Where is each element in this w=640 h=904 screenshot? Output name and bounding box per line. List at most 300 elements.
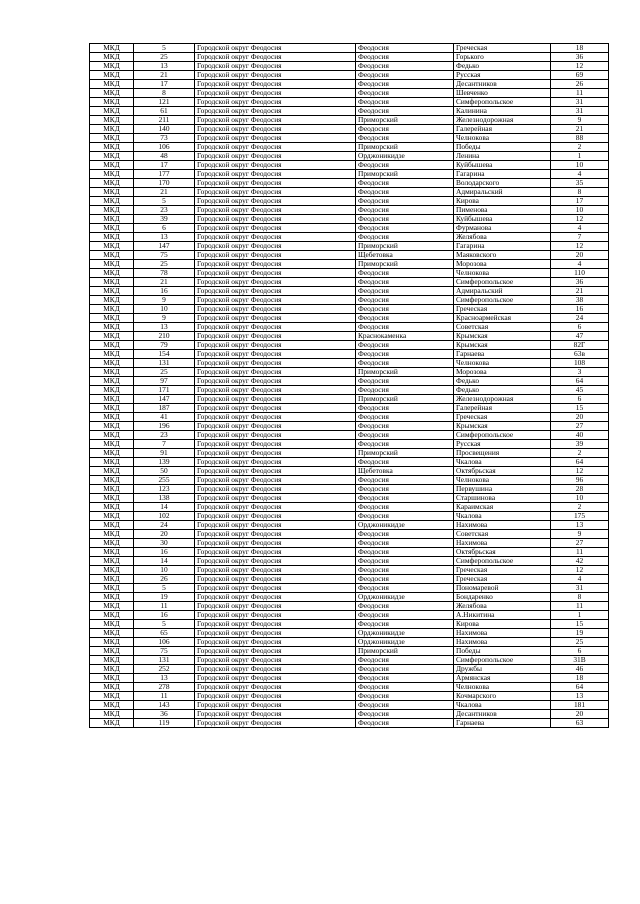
street-cell: Адмиральский: [454, 287, 551, 296]
type-cell: МКД: [90, 548, 134, 557]
locality-cell: Феодосия: [356, 296, 454, 305]
district-cell: Городской округ Феодосия: [195, 494, 356, 503]
street-cell: Кочмарского: [454, 692, 551, 701]
street-cell: Железнодорожная: [454, 395, 551, 404]
locality-cell: Феодосия: [356, 89, 454, 98]
locality-cell: Орджоникидзе: [356, 152, 454, 161]
table-row: [90, 557, 609, 566]
locality-cell: Феодосия: [356, 80, 454, 89]
type-cell: МКД: [90, 683, 134, 692]
count-cell: 25: [134, 53, 195, 62]
table-row: [90, 647, 609, 656]
table-row: [90, 341, 609, 350]
house-number-cell: 11: [551, 548, 609, 557]
count-cell: 97: [134, 377, 195, 386]
table-row: [90, 620, 609, 629]
type-cell: МКД: [90, 530, 134, 539]
house-number-cell: 31: [551, 584, 609, 593]
locality-cell: Феодосия: [356, 179, 454, 188]
district-cell: Городской округ Феодосия: [195, 602, 356, 611]
table-row: [90, 449, 609, 458]
house-number-cell: 20: [551, 251, 609, 260]
house-number-cell: 4: [551, 170, 609, 179]
street-cell: Греческая: [454, 44, 551, 53]
locality-cell: Феодосия: [356, 431, 454, 440]
count-cell: 119: [134, 719, 195, 728]
type-cell: МКД: [90, 404, 134, 413]
type-cell: МКД: [90, 323, 134, 332]
street-cell: Октябрьская: [454, 467, 551, 476]
street-cell: Дружбы: [454, 665, 551, 674]
type-cell: МКД: [90, 179, 134, 188]
type-cell: МКД: [90, 611, 134, 620]
count-cell: 78: [134, 269, 195, 278]
street-cell: Симферопольское: [454, 278, 551, 287]
count-cell: 23: [134, 431, 195, 440]
district-cell: Городской округ Феодосия: [195, 719, 356, 728]
district-cell: Городской округ Феодосия: [195, 539, 356, 548]
type-cell: МКД: [90, 188, 134, 197]
district-cell: Городской округ Феодосия: [195, 188, 356, 197]
locality-cell: Феодосия: [356, 287, 454, 296]
table-row: [90, 719, 609, 728]
table-row: [90, 44, 609, 53]
count-cell: 13: [134, 323, 195, 332]
district-cell: Городской округ Феодосия: [195, 386, 356, 395]
district-cell: Городской округ Феодосия: [195, 665, 356, 674]
district-cell: Городской округ Феодосия: [195, 278, 356, 287]
table-row: [90, 98, 609, 107]
district-cell: Городской округ Феодосия: [195, 413, 356, 422]
count-cell: 196: [134, 422, 195, 431]
type-cell: МКД: [90, 242, 134, 251]
house-number-cell: 28: [551, 485, 609, 494]
house-number-cell: 13: [551, 521, 609, 530]
type-cell: МКД: [90, 440, 134, 449]
locality-cell: Феодосия: [356, 134, 454, 143]
house-number-cell: 40: [551, 431, 609, 440]
house-number-cell: 64: [551, 458, 609, 467]
type-cell: МКД: [90, 692, 134, 701]
type-cell: МКД: [90, 215, 134, 224]
table-row: [90, 107, 609, 116]
count-cell: 121: [134, 98, 195, 107]
district-cell: Городской округ Феодосия: [195, 269, 356, 278]
district-cell: Городской округ Феодосия: [195, 530, 356, 539]
district-cell: Городской округ Феодосия: [195, 674, 356, 683]
table-row: [90, 512, 609, 521]
locality-cell: Приморский: [356, 260, 454, 269]
type-cell: МКД: [90, 674, 134, 683]
table-row: [90, 80, 609, 89]
locality-cell: Приморский: [356, 647, 454, 656]
type-cell: МКД: [90, 89, 134, 98]
locality-cell: Орджоникидзе: [356, 521, 454, 530]
count-cell: 143: [134, 701, 195, 710]
count-cell: 39: [134, 215, 195, 224]
type-cell: МКД: [90, 341, 134, 350]
district-cell: Городской округ Феодосия: [195, 314, 356, 323]
locality-cell: Феодосия: [356, 458, 454, 467]
district-cell: Городской округ Феодосия: [195, 593, 356, 602]
type-cell: МКД: [90, 71, 134, 80]
street-cell: Греческая: [454, 413, 551, 422]
street-cell: Федько: [454, 377, 551, 386]
district-cell: Городской округ Феодосия: [195, 512, 356, 521]
locality-cell: Краснокаменка: [356, 332, 454, 341]
table-row: [90, 692, 609, 701]
type-cell: МКД: [90, 647, 134, 656]
type-cell: МКД: [90, 98, 134, 107]
house-number-cell: 9: [551, 116, 609, 125]
table-row: [90, 566, 609, 575]
count-cell: 25: [134, 368, 195, 377]
locality-cell: Приморский: [356, 143, 454, 152]
locality-cell: Феодосия: [356, 206, 454, 215]
house-number-cell: 63в: [551, 350, 609, 359]
table-row: [90, 224, 609, 233]
district-cell: Городской округ Феодосия: [195, 98, 356, 107]
count-cell: 73: [134, 134, 195, 143]
type-cell: МКД: [90, 512, 134, 521]
district-cell: Городской округ Феодосия: [195, 476, 356, 485]
type-cell: МКД: [90, 62, 134, 71]
type-cell: МКД: [90, 575, 134, 584]
type-cell: МКД: [90, 233, 134, 242]
street-cell: Калинина: [454, 107, 551, 116]
district-cell: Городской округ Феодосия: [195, 116, 356, 125]
street-cell: Победы: [454, 647, 551, 656]
street-cell: Челнокова: [454, 683, 551, 692]
locality-cell: Феодосия: [356, 656, 454, 665]
type-cell: МКД: [90, 719, 134, 728]
house-number-cell: 8: [551, 188, 609, 197]
locality-cell: Приморский: [356, 242, 454, 251]
district-cell: Городской округ Феодосия: [195, 62, 356, 71]
house-number-cell: 46: [551, 665, 609, 674]
table-row: [90, 395, 609, 404]
table-row: [90, 521, 609, 530]
table-row: [90, 665, 609, 674]
locality-cell: Феодосия: [356, 269, 454, 278]
locality-cell: Феодосия: [356, 314, 454, 323]
count-cell: 16: [134, 287, 195, 296]
count-cell: 16: [134, 611, 195, 620]
street-cell: Русская: [454, 440, 551, 449]
count-cell: 278: [134, 683, 195, 692]
house-number-cell: 1: [551, 152, 609, 161]
table-row: [90, 485, 609, 494]
locality-cell: Приморский: [356, 449, 454, 458]
table-row: [90, 683, 609, 692]
type-cell: МКД: [90, 476, 134, 485]
house-number-cell: 6: [551, 323, 609, 332]
house-number-cell: 27: [551, 539, 609, 548]
type-cell: МКД: [90, 566, 134, 575]
street-cell: Шевченко: [454, 89, 551, 98]
street-cell: Крымская: [454, 332, 551, 341]
locality-cell: Феодосия: [356, 512, 454, 521]
house-number-cell: 19: [551, 629, 609, 638]
locality-cell: Феодосия: [356, 584, 454, 593]
locality-cell: Феодосия: [356, 188, 454, 197]
table-row: [90, 134, 609, 143]
street-cell: Челнокова: [454, 269, 551, 278]
count-cell: 48: [134, 152, 195, 161]
table-row: [90, 233, 609, 242]
table-row: [90, 386, 609, 395]
count-cell: 41: [134, 413, 195, 422]
type-cell: МКД: [90, 656, 134, 665]
locality-cell: Феодосия: [356, 62, 454, 71]
locality-cell: Феодосия: [356, 215, 454, 224]
house-number-cell: 36: [551, 53, 609, 62]
house-number-cell: 13: [551, 692, 609, 701]
district-cell: Городской округ Феодосия: [195, 215, 356, 224]
street-cell: Греческая: [454, 566, 551, 575]
type-cell: МКД: [90, 485, 134, 494]
district-cell: Городской округ Феодосия: [195, 458, 356, 467]
house-number-cell: 6: [551, 395, 609, 404]
house-number-cell: 12: [551, 62, 609, 71]
street-cell: Володарского: [454, 179, 551, 188]
count-cell: 13: [134, 674, 195, 683]
type-cell: МКД: [90, 377, 134, 386]
street-cell: Кирова: [454, 620, 551, 629]
house-number-cell: 3: [551, 368, 609, 377]
count-cell: 36: [134, 710, 195, 719]
count-cell: 13: [134, 233, 195, 242]
count-cell: 14: [134, 557, 195, 566]
locality-cell: Феодосия: [356, 620, 454, 629]
locality-cell: Орджоникидзе: [356, 638, 454, 647]
street-cell: Нахимова: [454, 629, 551, 638]
count-cell: 10: [134, 566, 195, 575]
count-cell: 138: [134, 494, 195, 503]
count-cell: 171: [134, 386, 195, 395]
street-cell: Горького: [454, 53, 551, 62]
type-cell: МКД: [90, 494, 134, 503]
street-cell: Пономаревой: [454, 584, 551, 593]
street-cell: Желябова: [454, 602, 551, 611]
table-row: [90, 593, 609, 602]
district-cell: Городской округ Феодосия: [195, 80, 356, 89]
street-cell: Чкалова: [454, 701, 551, 710]
house-number-cell: 11: [551, 602, 609, 611]
locality-cell: Орджоникидзе: [356, 629, 454, 638]
table-row: [90, 413, 609, 422]
district-cell: Городской округ Феодосия: [195, 332, 356, 341]
district-cell: Городской округ Феодосия: [195, 179, 356, 188]
data-table: [89, 43, 609, 728]
table-body: [90, 44, 609, 728]
district-cell: Городской округ Феодосия: [195, 89, 356, 98]
house-number-cell: 12: [551, 242, 609, 251]
type-cell: МКД: [90, 260, 134, 269]
house-number-cell: 64: [551, 683, 609, 692]
table-row: [90, 575, 609, 584]
district-cell: Городской округ Феодосия: [195, 647, 356, 656]
house-number-cell: 69: [551, 71, 609, 80]
count-cell: 17: [134, 80, 195, 89]
type-cell: МКД: [90, 386, 134, 395]
house-number-cell: 4: [551, 575, 609, 584]
count-cell: 9: [134, 296, 195, 305]
type-cell: МКД: [90, 584, 134, 593]
house-number-cell: 10: [551, 494, 609, 503]
locality-cell: Феодосия: [356, 377, 454, 386]
locality-cell: Феодосия: [356, 674, 454, 683]
house-number-cell: 110: [551, 269, 609, 278]
table-row: [90, 467, 609, 476]
district-cell: Городской округ Феодосия: [195, 242, 356, 251]
type-cell: МКД: [90, 449, 134, 458]
house-number-cell: 47: [551, 332, 609, 341]
house-number-cell: 9: [551, 530, 609, 539]
district-cell: Городской округ Феодосия: [195, 404, 356, 413]
street-cell: Морозова: [454, 368, 551, 377]
district-cell: Городской округ Феодосия: [195, 161, 356, 170]
table-row: [90, 332, 609, 341]
district-cell: Городской округ Феодосия: [195, 260, 356, 269]
district-cell: Городской округ Феодосия: [195, 629, 356, 638]
locality-cell: Феодосия: [356, 440, 454, 449]
count-cell: 210: [134, 332, 195, 341]
house-number-cell: 12: [551, 467, 609, 476]
count-cell: 23: [134, 206, 195, 215]
type-cell: МКД: [90, 305, 134, 314]
district-cell: Городской округ Феодосия: [195, 341, 356, 350]
house-number-cell: 21: [551, 125, 609, 134]
street-cell: Челнокова: [454, 476, 551, 485]
locality-cell: Приморский: [356, 395, 454, 404]
count-cell: 75: [134, 647, 195, 656]
house-number-cell: 64: [551, 377, 609, 386]
table-row: [90, 440, 609, 449]
district-cell: Городской округ Феодосия: [195, 107, 356, 116]
type-cell: МКД: [90, 503, 134, 512]
count-cell: 9: [134, 314, 195, 323]
street-cell: Федько: [454, 386, 551, 395]
street-cell: Гагарина: [454, 170, 551, 179]
district-cell: Городской округ Феодосия: [195, 305, 356, 314]
district-cell: Городской округ Феодосия: [195, 611, 356, 620]
house-number-cell: 31: [551, 98, 609, 107]
house-number-cell: 18: [551, 674, 609, 683]
street-cell: А.Никитина: [454, 611, 551, 620]
table-row: [90, 287, 609, 296]
count-cell: 154: [134, 350, 195, 359]
type-cell: МКД: [90, 359, 134, 368]
table-row: [90, 548, 609, 557]
count-cell: 5: [134, 197, 195, 206]
type-cell: МКД: [90, 539, 134, 548]
locality-cell: Феодосия: [356, 566, 454, 575]
table-row: [90, 152, 609, 161]
district-cell: Городской округ Феодосия: [195, 251, 356, 260]
type-cell: МКД: [90, 422, 134, 431]
house-number-cell: 10: [551, 161, 609, 170]
street-cell: Нахимова: [454, 539, 551, 548]
table-row: [90, 296, 609, 305]
house-number-cell: 25: [551, 638, 609, 647]
street-cell: Симферопольское: [454, 656, 551, 665]
district-cell: Городской округ Феодосия: [195, 233, 356, 242]
street-cell: Симферопольское: [454, 431, 551, 440]
street-cell: Октябрьская: [454, 548, 551, 557]
count-cell: 6: [134, 224, 195, 233]
house-number-cell: 4: [551, 224, 609, 233]
table-row: [90, 62, 609, 71]
table-row: [90, 377, 609, 386]
district-cell: Городской округ Феодосия: [195, 701, 356, 710]
street-cell: Просвещения: [454, 449, 551, 458]
house-number-cell: 4: [551, 260, 609, 269]
district-cell: Городской округ Феодосия: [195, 359, 356, 368]
type-cell: МКД: [90, 152, 134, 161]
street-cell: Кирова: [454, 197, 551, 206]
house-number-cell: 26: [551, 80, 609, 89]
house-number-cell: 7: [551, 233, 609, 242]
count-cell: 106: [134, 638, 195, 647]
district-cell: Городской округ Феодосия: [195, 206, 356, 215]
locality-cell: Феодосия: [356, 98, 454, 107]
locality-cell: Феодосия: [356, 503, 454, 512]
house-number-cell: 181: [551, 701, 609, 710]
district-cell: Городской округ Феодосия: [195, 44, 356, 53]
count-cell: 14: [134, 503, 195, 512]
count-cell: 11: [134, 602, 195, 611]
street-cell: Бондаренко: [454, 593, 551, 602]
street-cell: Симферопольское: [454, 98, 551, 107]
house-number-cell: 39: [551, 440, 609, 449]
type-cell: МКД: [90, 395, 134, 404]
type-cell: МКД: [90, 314, 134, 323]
street-cell: Железнодорожная: [454, 116, 551, 125]
house-number-cell: 6: [551, 647, 609, 656]
count-cell: 65: [134, 629, 195, 638]
house-number-cell: 36: [551, 278, 609, 287]
house-number-cell: 15: [551, 620, 609, 629]
house-number-cell: 82Г: [551, 341, 609, 350]
district-cell: Городской округ Феодосия: [195, 224, 356, 233]
locality-cell: Феодосия: [356, 107, 454, 116]
type-cell: МКД: [90, 521, 134, 530]
count-cell: 30: [134, 539, 195, 548]
table-row: [90, 314, 609, 323]
table-row: [90, 611, 609, 620]
locality-cell: Феодосия: [356, 665, 454, 674]
count-cell: 102: [134, 512, 195, 521]
type-cell: МКД: [90, 467, 134, 476]
locality-cell: Феодосия: [356, 53, 454, 62]
district-cell: Городской округ Феодосия: [195, 350, 356, 359]
district-cell: Городской округ Феодосия: [195, 656, 356, 665]
table-row: [90, 710, 609, 719]
table-row: [90, 584, 609, 593]
count-cell: 75: [134, 251, 195, 260]
type-cell: МКД: [90, 350, 134, 359]
locality-cell: Феодосия: [356, 386, 454, 395]
table-row: [90, 638, 609, 647]
house-number-cell: 11: [551, 89, 609, 98]
count-cell: 211: [134, 116, 195, 125]
locality-cell: Феодосия: [356, 701, 454, 710]
locality-cell: Феодосия: [356, 548, 454, 557]
house-number-cell: 20: [551, 413, 609, 422]
locality-cell: Приморский: [356, 116, 454, 125]
district-cell: Городской округ Феодосия: [195, 449, 356, 458]
